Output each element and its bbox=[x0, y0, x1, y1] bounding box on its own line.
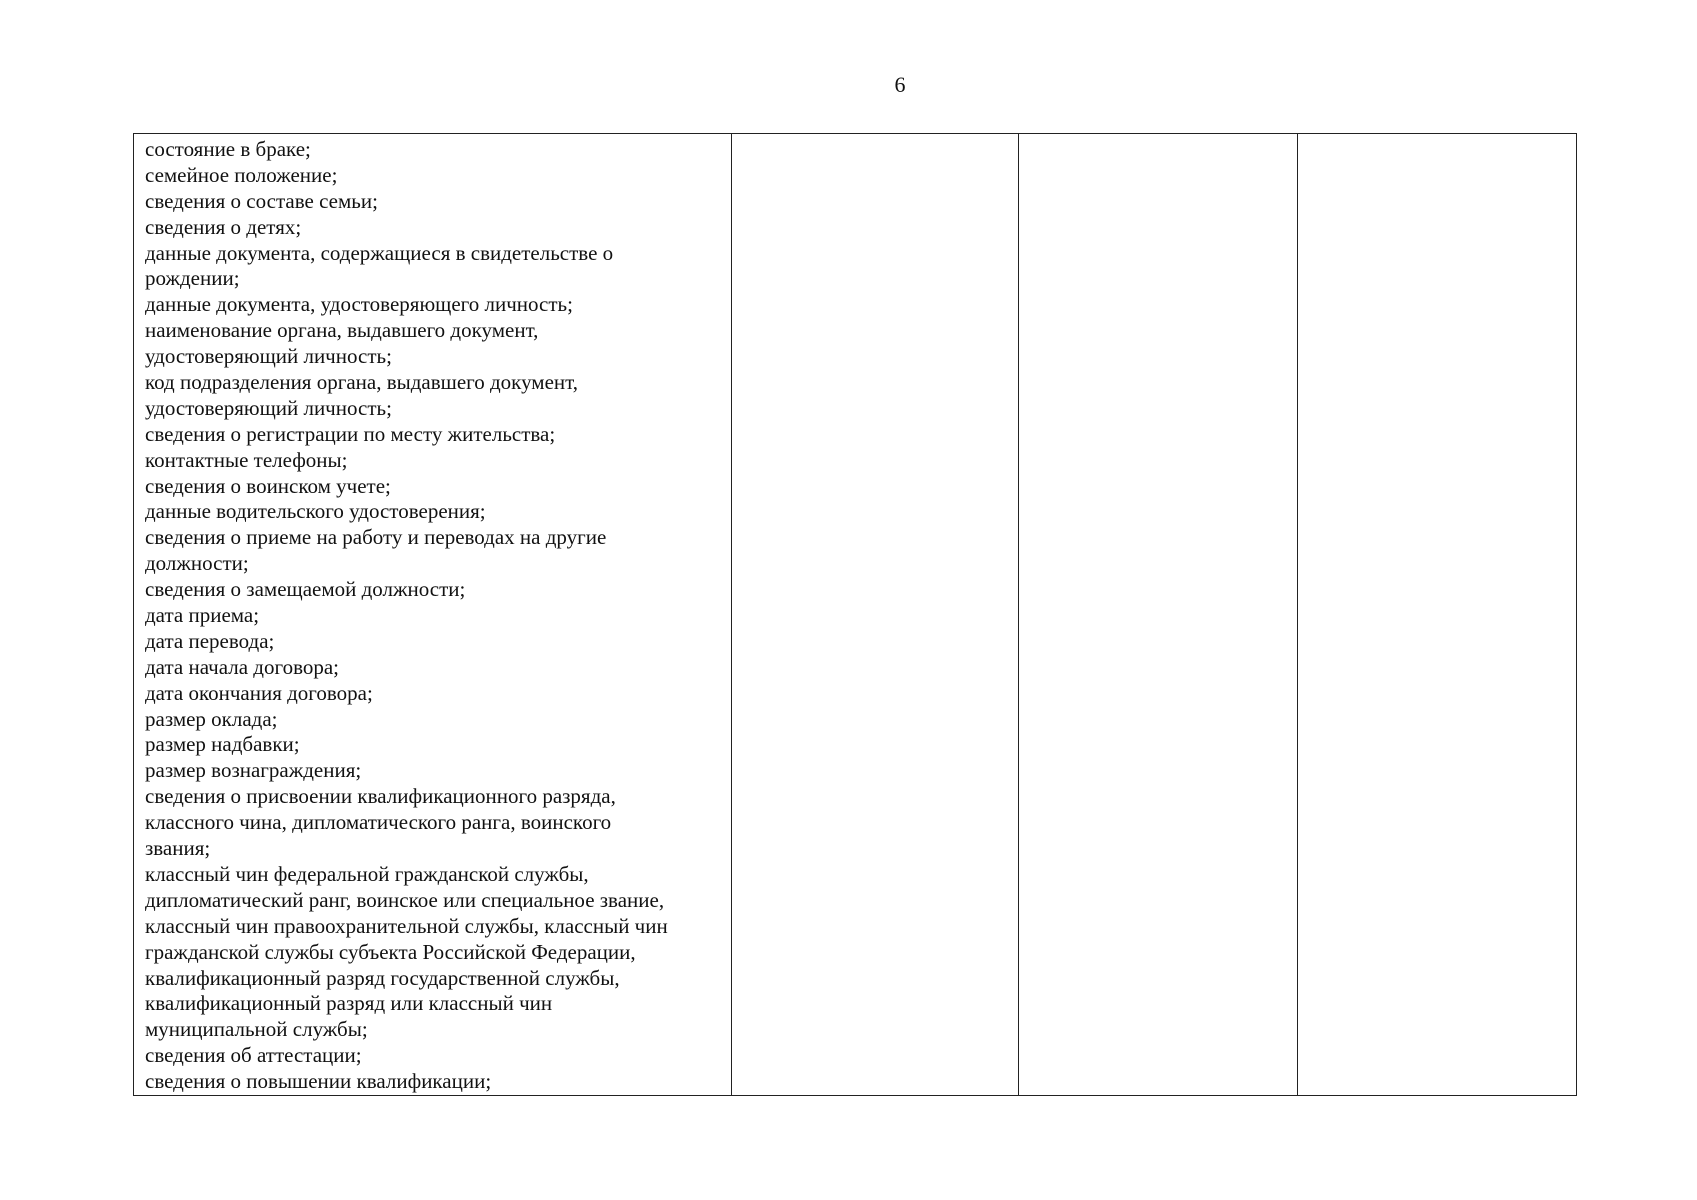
text-line: сведения о детях; bbox=[145, 214, 302, 239]
text-line: классный чин федеральной гражданской службы, bbox=[145, 861, 589, 886]
text-line: сведения о регистрации по месту жительства; bbox=[145, 421, 556, 446]
text-line: размер надбавки; bbox=[145, 732, 300, 757]
text-line: данные документа, удостоверяющего личность; bbox=[145, 292, 573, 317]
text-line: код подразделения органа, выдавшего документ, bbox=[145, 370, 578, 395]
text-line: удостоверяющий личность; bbox=[145, 395, 392, 420]
text-line: рождении; bbox=[145, 266, 240, 291]
text-line: гражданской службы субъекта Российской Федерации, bbox=[145, 939, 636, 964]
text-line: размер вознаграждения; bbox=[145, 758, 362, 783]
text-line: состояние в браке; bbox=[145, 137, 311, 161]
text-line: муниципальной службы; bbox=[145, 1017, 368, 1042]
text-line: сведения о повышении квалификации; bbox=[145, 1069, 492, 1094]
text-line: дата окончания договора; bbox=[145, 680, 373, 705]
text-line: семейное положение; bbox=[145, 162, 338, 187]
text-line: контактные телефоны; bbox=[145, 447, 348, 472]
text-line: сведения об аттестации; bbox=[145, 1043, 362, 1068]
text-line: квалификационный разряд или классный чин bbox=[145, 991, 553, 1016]
text-line: классный чин правоохранительной службы, классный чин bbox=[145, 913, 668, 938]
text-line: сведения о приеме на работу и переводах на другие bbox=[145, 525, 607, 550]
text-line: должности; bbox=[145, 551, 249, 576]
text-line: сведения о замещаемой должности; bbox=[145, 577, 466, 602]
data-table bbox=[133, 133, 1577, 1096]
text-line: наименование органа, выдавшего документ, bbox=[145, 318, 539, 343]
table-cell-column-3 bbox=[1019, 134, 1298, 1096]
table-cell-column-4 bbox=[1298, 134, 1577, 1096]
text-line: данные документа, содержащиеся в свидетельстве о bbox=[145, 240, 614, 265]
page-number: 6 bbox=[894, 72, 906, 97]
text-line: сведения о воинском учете; bbox=[145, 473, 391, 498]
text-line: дата перевода; bbox=[145, 628, 275, 653]
text-line: сведения о составе семьи; bbox=[145, 188, 378, 213]
table-row bbox=[134, 134, 1577, 1096]
table-cell-column-1 bbox=[134, 134, 732, 1096]
column-1-text bbox=[134, 134, 731, 1095]
text-line: квалификационный разряд государственной службы, bbox=[145, 965, 620, 990]
text-line: размер оклада; bbox=[145, 706, 278, 731]
text-line: сведения о присвоении квалификационного разряда, bbox=[145, 784, 616, 809]
text-line: дата приема; bbox=[145, 603, 260, 628]
text-line: дата начала договора; bbox=[145, 654, 340, 679]
text-line: дипломатический ранг, воинское или специальное звание, bbox=[145, 887, 665, 912]
text-line: звания; bbox=[145, 836, 211, 861]
text-line: данные водительского удостоверения; bbox=[145, 499, 486, 524]
text-line: классного чина, дипломатического ранга, воинского bbox=[145, 810, 612, 835]
text-line: удостоверяющий личность; bbox=[145, 344, 392, 369]
table-cell-column-2 bbox=[732, 134, 1019, 1096]
